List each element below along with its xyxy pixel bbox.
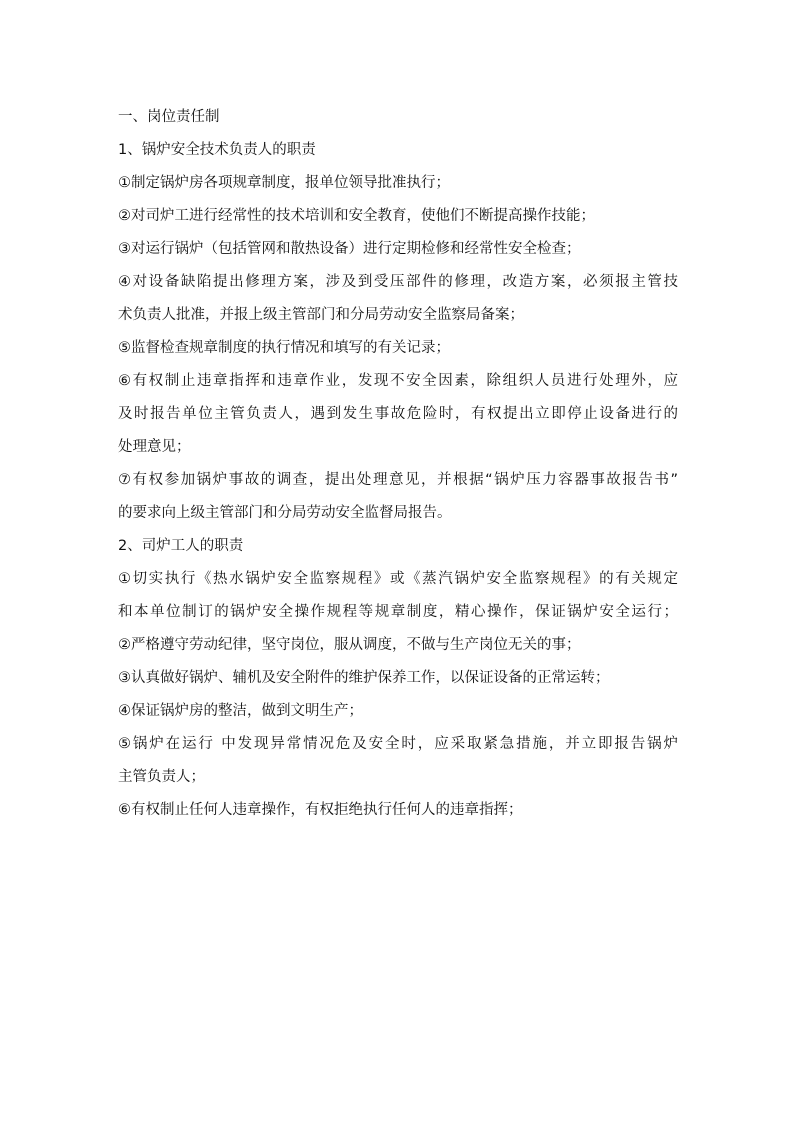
paragraph-line: ③认真做好锅炉、辅机及安全附件的维护保养工作，以保证设备的正常运转； — [118, 670, 610, 686]
paragraph-line: ④保证锅炉房的整洁，做到文明生产； — [118, 703, 363, 719]
paragraph-line: 的要求向上级主管部门和分局劳动安全监督局报告。 — [118, 505, 452, 521]
paragraph-line: ②对司炉工进行经常性的技术培训和安全教育，使他们不断提高操作技能； — [118, 208, 595, 224]
document-body — [118, 101, 678, 827]
paragraph-line: ⑤监督检查规章制度的执行情况和填写的有关记录； — [118, 340, 450, 356]
paragraph-line: 处理意见； — [118, 439, 191, 455]
paragraph-line: ①制定锅炉房各项规章制度，报单位领导批准执行； — [118, 175, 450, 191]
paragraph-line: 和本单位制订的锅炉安全操作规程等规章制度，精心操作，保证锅炉安全运行； — [118, 604, 678, 620]
subsection-heading: 1、锅炉安全技术负责人的职责 — [118, 142, 316, 158]
paragraph-line: 及时报告单位主管负责人，遇到发生事故危险时，有权提出立即停止设备进行的 — [118, 406, 678, 422]
paragraph-line: ①切实执行《热水锅炉安全监察规程》或《蒸汽锅炉安全监察规程》的有关规定 — [118, 571, 678, 587]
paragraph-line: ⑦有权参加锅炉事故的调查，提出处理意见，并根据“锅炉压力容器事故报告书” — [118, 472, 678, 488]
paragraph-line: ②严格遵守劳动纪律，坚守岗位，服从调度，不做与生产岗位无关的事； — [118, 637, 581, 653]
section-heading: 一、岗位责任制 — [118, 109, 220, 125]
paragraph-line: ③对运行锅炉（包括管网和散热设备）进行定期检修和经常性安全检查； — [118, 241, 581, 257]
paragraph-line: 主管负责人； — [118, 769, 205, 785]
paragraph-line: ⑥有权制止违章指挥和违章作业，发现不安全因素，除组织人员进行处理外，应 — [118, 373, 678, 389]
paragraph-line: ⑥有权制止任何人违章操作，有权拒绝执行任何人的违章指挥； — [118, 802, 523, 818]
subsection-heading: 2、司炉工人的职责 — [118, 538, 244, 554]
paragraph-line: ④对设备缺陷提出修理方案，涉及到受压部件的修理，改造方案，必须报主管技 — [118, 274, 678, 290]
paragraph-line: ⑤锅炉在运行 中发现异常情况危及安全时，应采取紧急措施，并立即报告锅炉 — [118, 736, 678, 752]
paragraph-line: 术负责人批准，并报上级主管部门和分局劳动安全监察局备案； — [118, 307, 524, 323]
